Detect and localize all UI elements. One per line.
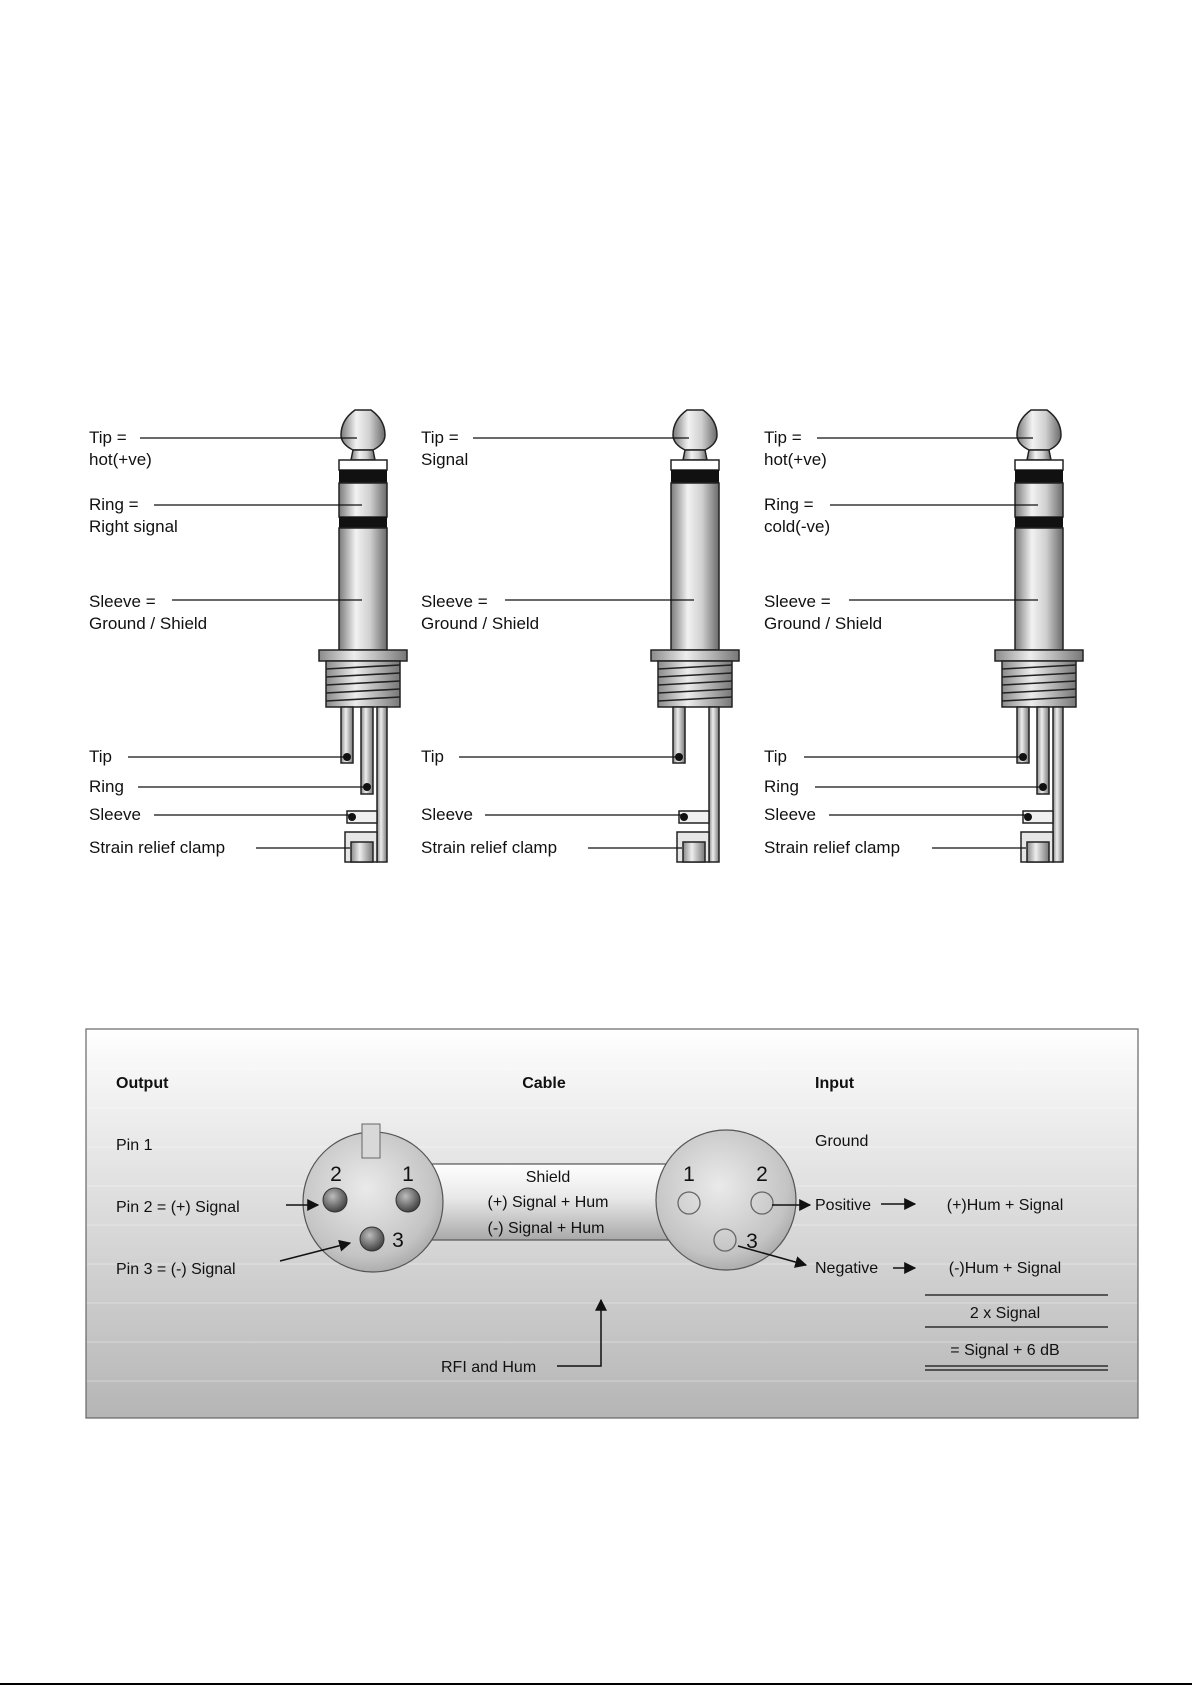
header-output: Output bbox=[116, 1075, 169, 1092]
jack1-terminal-tip: Tip bbox=[89, 747, 112, 766]
rfi-hum-label: RFI and Hum bbox=[441, 1359, 537, 1376]
input-positive-label: Positive bbox=[815, 1197, 872, 1214]
xlr-input-pin3-number: 3 bbox=[746, 1230, 758, 1253]
jack3-terminal-sleeve: Sleeve bbox=[764, 805, 816, 824]
result-minus: (-)Hum + Signal bbox=[948, 1260, 1062, 1277]
jack2-sleeve-desc: Ground / Shield bbox=[421, 614, 540, 633]
result-sum: 2 x Signal bbox=[969, 1305, 1041, 1322]
jack2-terminal-sleeve: Sleeve bbox=[421, 805, 473, 824]
xlr-input-pin1-number: 1 bbox=[683, 1163, 695, 1186]
jack1-terminal-sleeve: Sleeve bbox=[89, 805, 141, 824]
output-pin1-label: Pin 1 bbox=[116, 1137, 153, 1154]
cable-shield-label: Shield bbox=[525, 1169, 571, 1186]
jack1-tip-desc: hot(+ve) bbox=[89, 450, 152, 469]
output-pin3-label: Pin 3 = (-) Signal bbox=[116, 1261, 236, 1278]
xlr-output-latch bbox=[362, 1124, 380, 1158]
cable-plus-label: (+) Signal + Hum bbox=[487, 1194, 609, 1211]
xlr-input-connector bbox=[656, 1130, 796, 1270]
jack2-sleeve-title: Sleeve = bbox=[421, 592, 488, 611]
jack2-terminal-tip: Tip bbox=[421, 747, 444, 766]
jack1-ring-title: Ring = bbox=[89, 495, 139, 514]
header-input: Input bbox=[815, 1075, 855, 1092]
jack3-terminal-ring: Ring bbox=[764, 777, 799, 796]
jack3-ring-desc: cold(-ve) bbox=[764, 517, 831, 536]
jack1-tip-title: Tip = bbox=[89, 428, 127, 447]
xlr-output-pin1 bbox=[396, 1188, 420, 1212]
jack2-tip-title: Tip = bbox=[421, 428, 459, 447]
result-gain: = Signal + 6 dB bbox=[950, 1342, 1060, 1359]
jack3-sleeve-desc: Ground / Shield bbox=[764, 614, 883, 633]
jack2-terminal-clamp: Strain relief clamp bbox=[421, 838, 558, 857]
output-pin2-label: Pin 2 = (+) Signal bbox=[116, 1199, 240, 1216]
jack3-tip-title: Tip = bbox=[764, 428, 802, 447]
input-negative-label: Negative bbox=[815, 1260, 879, 1277]
jack3-sleeve-title: Sleeve = bbox=[764, 592, 831, 611]
jack2-tip-desc: Signal bbox=[421, 450, 469, 469]
jack1-terminal-ring: Ring bbox=[89, 777, 124, 796]
jack3-terminal-tip: Tip bbox=[764, 747, 787, 766]
xlr-input-pin2-number: 2 bbox=[756, 1163, 768, 1186]
cable-minus-label: (-) Signal + Hum bbox=[487, 1220, 605, 1237]
header-cable: Cable bbox=[522, 1075, 566, 1092]
jack3-ring-title: Ring = bbox=[764, 495, 814, 514]
jack1-sleeve-title: Sleeve = bbox=[89, 592, 156, 611]
input-ground-label: Ground bbox=[815, 1133, 869, 1150]
jack1-terminal-clamp: Strain relief clamp bbox=[89, 838, 226, 857]
jack1-ring-desc: Right signal bbox=[89, 517, 178, 536]
jack1-sleeve-desc: Ground / Shield bbox=[89, 614, 208, 633]
xlr-output-pin2 bbox=[323, 1188, 347, 1212]
jack3-tip-desc: hot(+ve) bbox=[764, 450, 827, 469]
jack3-terminal-clamp: Strain relief clamp bbox=[764, 838, 901, 857]
xlr-output-pin2-number: 2 bbox=[330, 1163, 342, 1186]
xlr-output-pin3 bbox=[360, 1227, 384, 1251]
result-plus: (+)Hum + Signal bbox=[946, 1197, 1064, 1214]
xlr-output-pin3-number: 3 bbox=[392, 1229, 404, 1252]
xlr-output-pin1-number: 1 bbox=[402, 1163, 414, 1186]
